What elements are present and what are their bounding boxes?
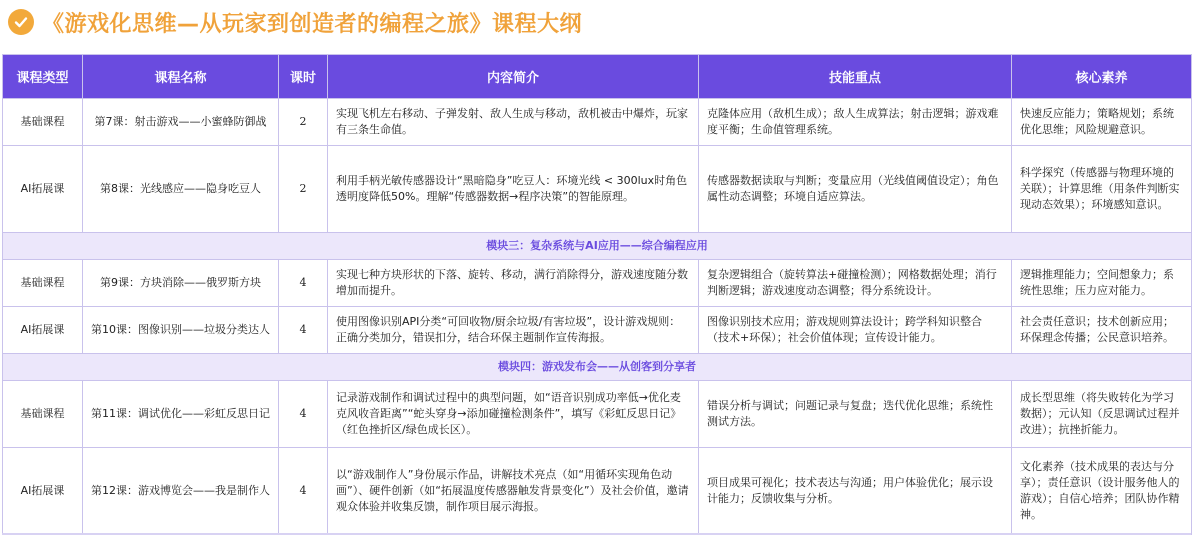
hours-cell: 4 bbox=[279, 381, 328, 448]
table-row bbox=[3, 260, 1192, 307]
table-row bbox=[3, 381, 1192, 448]
module-title: 模块三：复杂系统与AI应用——综合编程应用 bbox=[3, 233, 1192, 260]
content-cell: 使用图像识别API分类“可回收物/厨余垃圾/有害垃圾”，设计游戏规则：正确分类加分，错误扣分，结合环保主题制作宣传海报。 bbox=[328, 307, 699, 354]
content-cell: 实现七种方块形状的下落、旋转、移动，满行消除得分，游戏速度随分数增加而提升。 bbox=[328, 260, 699, 307]
course-name-cell: 第11课：调试优化——彩虹反思日记 bbox=[83, 381, 279, 448]
course-name-cell: 第8课：光线感应——隐身吃豆人 bbox=[83, 146, 279, 233]
bottom-divider bbox=[2, 533, 1191, 535]
course-type-cell: AI拓展课 bbox=[3, 307, 83, 354]
title-bar bbox=[8, 2, 582, 42]
course-type-cell: 基础课程 bbox=[3, 260, 83, 307]
literacy-cell: 社会责任意识；技术创新应用；环保理念传播；公民意识培养。 bbox=[1012, 307, 1192, 354]
table-row bbox=[3, 307, 1192, 354]
skills-cell: 传感器数据读取与判断；变量应用（光线值阈值设定）；角色属性动态调整；环境自适应算法。 bbox=[699, 146, 1012, 233]
skills-cell: 克隆体应用（敌机生成）；敌人生成算法；射击逻辑；游戏难度平衡；生命值管理系统。 bbox=[699, 99, 1012, 146]
course-name-cell: 第9课：方块消除——俄罗斯方块 bbox=[83, 260, 279, 307]
literacy-cell: 科学探究（传感器与物理环境的关联）；计算思维（用条件判断实现动态效果）；环境感知意识。 bbox=[1012, 146, 1192, 233]
hours-cell: 4 bbox=[279, 260, 328, 307]
content-cell: 记录游戏制作和调试过程中的典型问题，如“语音识别成功率低→优化麦克风收音距离”“蛇头穿身→添加碰撞检测条件”，填写《彩虹反思日记》（红色挫折区/绿色成长区）。 bbox=[328, 381, 699, 448]
course-type-cell: AI拓展课 bbox=[3, 146, 83, 233]
skills-cell: 图像识别技术应用；游戏规则算法设计；跨学科知识整合（技术+环保）；社会价值体现；宣传设计能力。 bbox=[699, 307, 1012, 354]
header-content: 内容简介 bbox=[328, 55, 699, 99]
skills-cell: 复杂逻辑组合（旋转算法+碰撞检测）；网格数据处理；消行判断逻辑；游戏速度动态调整；得分系统设计。 bbox=[699, 260, 1012, 307]
hours-cell: 4 bbox=[279, 448, 328, 535]
hours-cell: 2 bbox=[279, 99, 328, 146]
header-course-type: 课程类型 bbox=[3, 55, 83, 99]
course-name-cell: 第7课：射击游戏——小蜜蜂防御战 bbox=[83, 99, 279, 146]
header-literacy: 核心素养 bbox=[1012, 55, 1192, 99]
literacy-cell: 文化素养（技术成果的表达与分享）；责任意识（设计服务他人的游戏）；自信心培养；团队协作精神。 bbox=[1012, 448, 1192, 535]
literacy-cell: 快速反应能力；策略规划；系统优化思维；风险规避意识。 bbox=[1012, 99, 1192, 146]
content-cell: 实现飞机左右移动、子弹发射、敌人生成与移动，敌机被击中爆炸，玩家有三条生命值。 bbox=[328, 99, 699, 146]
header-course-name: 课程名称 bbox=[83, 55, 279, 99]
content-cell: 以“游戏制作人”身份展示作品，讲解技术亮点（如“用循环实现角色动画”）、硬件创新（如“拓展温度传感器触发背景变化”）及社会价值，邀请观众体验并收集反馈，制作项目展示海报。 bbox=[328, 448, 699, 535]
skills-cell: 错误分析与调试；问题记录与复盘；迭代优化思维；系统性测试方法。 bbox=[699, 381, 1012, 448]
course-type-cell: 基础课程 bbox=[3, 381, 83, 448]
header-hours: 课时 bbox=[279, 55, 328, 99]
module-row bbox=[3, 233, 1192, 260]
course-name-cell: 第12课：游戏博览会——我是制作人 bbox=[83, 448, 279, 535]
course-type-cell: 基础课程 bbox=[3, 99, 83, 146]
hours-cell: 4 bbox=[279, 307, 328, 354]
module-row bbox=[3, 354, 1192, 381]
course-type-cell: AI拓展课 bbox=[3, 448, 83, 535]
content-cell: 利用手柄光敏传感器设计“黑暗隐身”吃豆人：环境光线 < 300lux时角色透明度降低50%。理解“传感器数据→程序决策”的智能原理。 bbox=[328, 146, 699, 233]
table-row bbox=[3, 146, 1192, 233]
header-skills: 技能重点 bbox=[699, 55, 1012, 99]
check-circle-icon bbox=[8, 9, 34, 35]
table-row bbox=[3, 448, 1192, 535]
curriculum-table bbox=[2, 54, 1192, 535]
skills-cell: 项目成果可视化；技术表达与沟通；用户体验优化；展示设计能力；反馈收集与分析。 bbox=[699, 448, 1012, 535]
module-title: 模块四：游戏发布会——从创客到分享者 bbox=[3, 354, 1192, 381]
hours-cell: 2 bbox=[279, 146, 328, 233]
course-name-cell: 第10课：图像识别——垃圾分类达人 bbox=[83, 307, 279, 354]
page-title: 《游戏化思维—从玩家到创造者的编程之旅》课程大纲 bbox=[42, 11, 583, 37]
table-row bbox=[3, 99, 1192, 146]
literacy-cell: 逻辑推理能力；空间想象力；系统性思维；压力应对能力。 bbox=[1012, 260, 1192, 307]
literacy-cell: 成长型思维（将失败转化为学习数据）；元认知（反思调试过程并改进）；抗挫折能力。 bbox=[1012, 381, 1192, 448]
table-header-row bbox=[3, 55, 1192, 99]
